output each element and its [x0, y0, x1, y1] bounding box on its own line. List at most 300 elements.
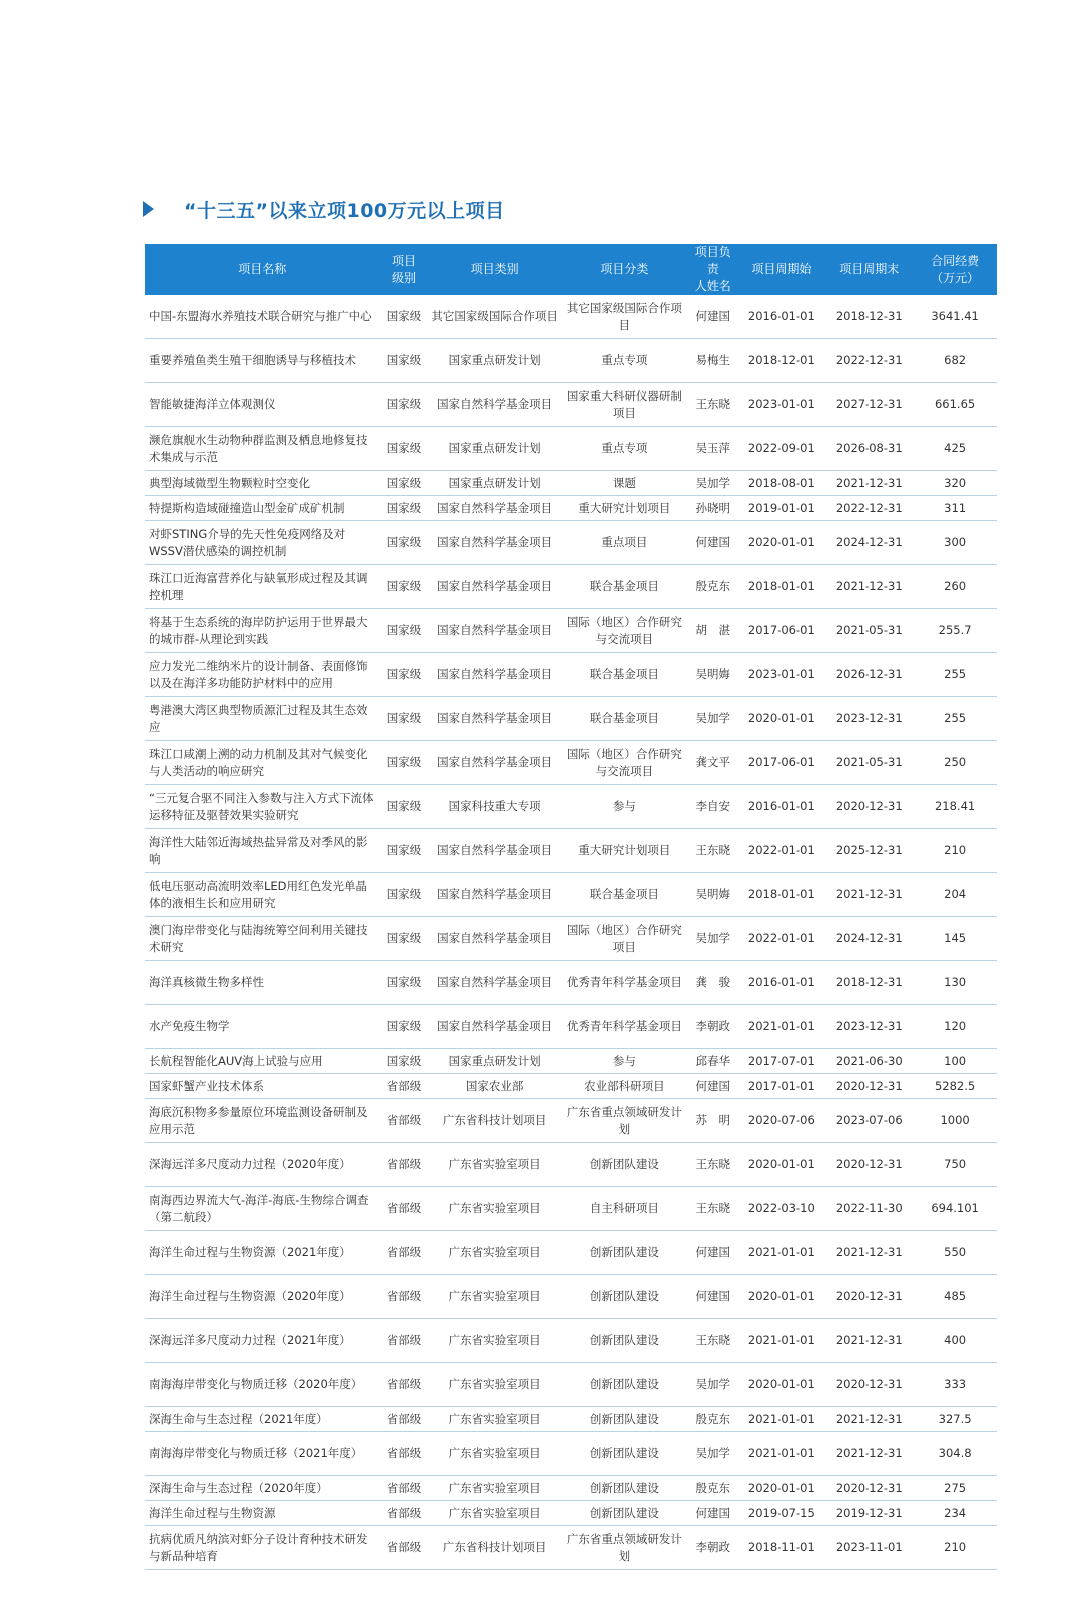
- cell-end-date: 2024-12-31: [825, 917, 913, 961]
- cell-start-date: 2022-03-10: [737, 1187, 825, 1231]
- table-row: [145, 565, 997, 609]
- cell-end-date: 2021-12-31: [825, 873, 913, 917]
- cell-category: 国家自然科学基金项目: [429, 521, 561, 565]
- cell-end-date: 2024-12-31: [825, 521, 913, 565]
- cell-leader: 吴加学: [688, 1432, 737, 1476]
- cell-category: 国家农业部: [429, 1074, 561, 1099]
- cell-start-date: 2023-01-01: [737, 653, 825, 697]
- cell-funding: 682: [913, 339, 997, 383]
- table-row: [145, 1099, 997, 1143]
- cell-end-date: 2018-12-31: [825, 295, 913, 339]
- cell-project-name: 智能敏捷海洋立体观测仪: [145, 383, 379, 427]
- cell-leader: 胡 湛: [688, 609, 737, 653]
- table-row: [145, 1143, 997, 1187]
- cell-funding: 210: [913, 829, 997, 873]
- cell-start-date: 2021-01-01: [737, 1005, 825, 1049]
- column-header: 项目名称: [145, 244, 379, 295]
- cell-leader: 邱春华: [688, 1049, 737, 1074]
- cell-category: 广东省实验室项目: [429, 1432, 561, 1476]
- cell-project-name: 应力发光二维纳米片的设计制备、表面修饰以及在海洋多功能防护材料中的应用: [145, 653, 379, 697]
- table-row: [145, 521, 997, 565]
- cell-level: 国家级: [379, 653, 428, 697]
- cell-start-date: 2020-01-01: [737, 1143, 825, 1187]
- cell-end-date: 2021-12-31: [825, 1319, 913, 1363]
- cell-level: 省部级: [379, 1074, 428, 1099]
- cell-leader: 易梅生: [688, 339, 737, 383]
- cell-level: 省部级: [379, 1476, 428, 1501]
- cell-end-date: 2020-12-31: [825, 1476, 913, 1501]
- triangle-bullet-icon: [143, 201, 154, 217]
- cell-funding: 145: [913, 917, 997, 961]
- cell-classification: 创新团队建设: [561, 1501, 689, 1526]
- cell-start-date: 2016-01-01: [737, 961, 825, 1005]
- cell-leader: 殷克东: [688, 1407, 737, 1432]
- cell-category: 其它国家级国际合作项目: [429, 295, 561, 339]
- cell-end-date: 2021-12-31: [825, 1407, 913, 1432]
- cell-category: 国家自然科学基金项目: [429, 741, 561, 785]
- cell-category: 广东省实验室项目: [429, 1231, 561, 1275]
- cell-category: 国家自然科学基金项目: [429, 697, 561, 741]
- cell-project-name: 海洋性大陆邻近海域热盐异常及对季风的影响: [145, 829, 379, 873]
- cell-category: 广东省科技计划项目: [429, 1526, 561, 1570]
- cell-level: 国家级: [379, 383, 428, 427]
- cell-project-name: 濒危旗舰水生动物种群监测及栖息地修复技术集成与示范: [145, 427, 379, 471]
- table-row: [145, 1363, 997, 1407]
- cell-project-name: 海洋生命过程与生物资源（2021年度）: [145, 1231, 379, 1275]
- cell-category: 国家自然科学基金项目: [429, 609, 561, 653]
- cell-start-date: 2021-01-01: [737, 1407, 825, 1432]
- table-row: [145, 741, 997, 785]
- cell-end-date: 2023-07-06: [825, 1099, 913, 1143]
- cell-level: 省部级: [379, 1526, 428, 1570]
- cell-start-date: 2022-01-01: [737, 829, 825, 873]
- cell-classification: 联合基金项目: [561, 697, 689, 741]
- cell-project-name: 珠江口近海富营养化与缺氧形成过程及其调控机理: [145, 565, 379, 609]
- cell-leader: 何建国: [688, 1074, 737, 1099]
- cell-leader: 吴加学: [688, 917, 737, 961]
- cell-end-date: 2020-12-31: [825, 1363, 913, 1407]
- cell-leader: 何建国: [688, 1275, 737, 1319]
- cell-level: 国家级: [379, 961, 428, 1005]
- cell-category: 国家自然科学基金项目: [429, 565, 561, 609]
- table-row: [145, 1501, 997, 1526]
- cell-start-date: 2018-08-01: [737, 471, 825, 496]
- cell-leader: 何建国: [688, 295, 737, 339]
- table-row: [145, 653, 997, 697]
- cell-start-date: 2018-01-01: [737, 565, 825, 609]
- cell-funding: 320: [913, 471, 997, 496]
- cell-leader: 李朝政: [688, 1005, 737, 1049]
- cell-start-date: 2020-01-01: [737, 697, 825, 741]
- cell-start-date: 2022-09-01: [737, 427, 825, 471]
- cell-classification: 国家重大科研仪器研制项目: [561, 383, 689, 427]
- cell-leader: 吴明娒: [688, 653, 737, 697]
- projects-table: [145, 244, 997, 1570]
- cell-level: 省部级: [379, 1187, 428, 1231]
- cell-project-name: 国家虾蟹产业技术体系: [145, 1074, 379, 1099]
- cell-project-name: 中国-东盟海水养殖技术联合研究与推广中心: [145, 295, 379, 339]
- cell-project-name: 水产免疫生物学: [145, 1005, 379, 1049]
- cell-funding: 485: [913, 1275, 997, 1319]
- cell-funding: 400: [913, 1319, 997, 1363]
- cell-funding: 1000: [913, 1099, 997, 1143]
- cell-end-date: 2021-12-31: [825, 565, 913, 609]
- table-row: [145, 1476, 997, 1501]
- table-row: [145, 1074, 997, 1099]
- cell-level: 省部级: [379, 1407, 428, 1432]
- cell-start-date: 2022-01-01: [737, 917, 825, 961]
- cell-classification: 重大研究计划项目: [561, 496, 689, 521]
- cell-project-name: 海底沉积物多参量原位环境监测设备研制及应用示范: [145, 1099, 379, 1143]
- table-row: [145, 496, 997, 521]
- cell-project-name: 深海远洋多尺度动力过程（2020年度）: [145, 1143, 379, 1187]
- table-row: [145, 697, 997, 741]
- cell-funding: 750: [913, 1143, 997, 1187]
- table-header-row: [145, 244, 997, 295]
- cell-project-name: “三元复合驱不同注入参数与注入方式下流体运移特征及驱替效果实验研究: [145, 785, 379, 829]
- cell-classification: 创新团队建设: [561, 1407, 689, 1432]
- cell-end-date: 2021-12-31: [825, 1432, 913, 1476]
- cell-classification: 创新团队建设: [561, 1143, 689, 1187]
- cell-funding: 130: [913, 961, 997, 1005]
- cell-classification: 联合基金项目: [561, 873, 689, 917]
- cell-category: 广东省实验室项目: [429, 1501, 561, 1526]
- cell-project-name: 南海海岸带变化与物质迁移（2021年度）: [145, 1432, 379, 1476]
- cell-leader: 何建国: [688, 521, 737, 565]
- cell-project-name: 澳门海岸带变化与陆海统筹空间利用关键技术研究: [145, 917, 379, 961]
- cell-level: 国家级: [379, 697, 428, 741]
- cell-end-date: 2023-12-31: [825, 1005, 913, 1049]
- cell-leader: 殷克东: [688, 1476, 737, 1501]
- cell-end-date: 2018-12-31: [825, 961, 913, 1005]
- cell-level: 国家级: [379, 1005, 428, 1049]
- cell-project-name: 将基于生态系统的海岸防护运用于世界最大的城市群-从理论到实践: [145, 609, 379, 653]
- cell-funding: 425: [913, 427, 997, 471]
- cell-start-date: 2019-01-01: [737, 496, 825, 521]
- table-row: [145, 1319, 997, 1363]
- cell-funding: 255: [913, 653, 997, 697]
- cell-funding: 300: [913, 521, 997, 565]
- cell-category: 国家自然科学基金项目: [429, 873, 561, 917]
- column-header: 项目周期末: [825, 244, 913, 295]
- cell-project-name: 深海生命与生态过程（2020年度）: [145, 1476, 379, 1501]
- cell-level: 国家级: [379, 295, 428, 339]
- cell-category: 广东省科技计划项目: [429, 1099, 561, 1143]
- table-row: [145, 471, 997, 496]
- cell-start-date: 2021-01-01: [737, 1319, 825, 1363]
- cell-leader: 吴加学: [688, 697, 737, 741]
- table-row: [145, 1432, 997, 1476]
- cell-leader: 王东晓: [688, 829, 737, 873]
- cell-classification: 国际（地区）合作研究项目: [561, 917, 689, 961]
- table-row: [145, 1187, 997, 1231]
- cell-funding: 218.41: [913, 785, 997, 829]
- column-header: 项目负责 人姓名: [688, 244, 737, 295]
- cell-leader: 李自安: [688, 785, 737, 829]
- cell-start-date: 2016-01-01: [737, 785, 825, 829]
- cell-project-name: 特提斯构造域碰撞造山型金矿成矿机制: [145, 496, 379, 521]
- table-row: [145, 829, 997, 873]
- cell-leader: 王东晓: [688, 1319, 737, 1363]
- cell-level: 省部级: [379, 1099, 428, 1143]
- cell-leader: 王东晓: [688, 1187, 737, 1231]
- cell-funding: 550: [913, 1231, 997, 1275]
- cell-end-date: 2021-05-31: [825, 609, 913, 653]
- cell-end-date: 2020-12-31: [825, 1275, 913, 1319]
- cell-classification: 重点专项: [561, 427, 689, 471]
- cell-end-date: 2026-08-31: [825, 427, 913, 471]
- cell-start-date: 2020-01-01: [737, 1476, 825, 1501]
- cell-classification: 参与: [561, 1049, 689, 1074]
- table-row: [145, 1005, 997, 1049]
- cell-end-date: 2020-12-31: [825, 1143, 913, 1187]
- cell-classification: 创新团队建设: [561, 1476, 689, 1501]
- cell-leader: 吴加学: [688, 471, 737, 496]
- cell-start-date: 2017-07-01: [737, 1049, 825, 1074]
- cell-funding: 255.7: [913, 609, 997, 653]
- cell-funding: 311: [913, 496, 997, 521]
- cell-funding: 661.65: [913, 383, 997, 427]
- cell-level: 省部级: [379, 1501, 428, 1526]
- table-row: [145, 1526, 997, 1570]
- cell-funding: 275: [913, 1476, 997, 1501]
- cell-classification: 联合基金项目: [561, 653, 689, 697]
- cell-level: 国家级: [379, 427, 428, 471]
- cell-category: 国家自然科学基金项目: [429, 961, 561, 1005]
- table-row: [145, 961, 997, 1005]
- table-row: [145, 609, 997, 653]
- cell-category: 国家重点研发计划: [429, 1049, 561, 1074]
- cell-end-date: 2022-12-31: [825, 496, 913, 521]
- cell-funding: 260: [913, 565, 997, 609]
- cell-leader: 何建国: [688, 1231, 737, 1275]
- table-row: [145, 1407, 997, 1432]
- cell-level: 国家级: [379, 741, 428, 785]
- cell-end-date: 2020-12-31: [825, 785, 913, 829]
- cell-end-date: 2023-12-31: [825, 697, 913, 741]
- table-row: [145, 1275, 997, 1319]
- cell-project-name: 南海海岸带变化与物质迁移（2020年度）: [145, 1363, 379, 1407]
- cell-start-date: 2019-07-15: [737, 1501, 825, 1526]
- table-row: [145, 917, 997, 961]
- cell-project-name: 低电压驱动高流明效率LED用红色发光单晶体的液相生长和应用研究: [145, 873, 379, 917]
- cell-level: 国家级: [379, 339, 428, 383]
- cell-start-date: 2018-11-01: [737, 1526, 825, 1570]
- cell-category: 国家自然科学基金项目: [429, 383, 561, 427]
- cell-category: 国家自然科学基金项目: [429, 653, 561, 697]
- cell-classification: 创新团队建设: [561, 1363, 689, 1407]
- cell-category: 国家自然科学基金项目: [429, 496, 561, 521]
- cell-classification: 创新团队建设: [561, 1432, 689, 1476]
- cell-category: 国家科技重大专项: [429, 785, 561, 829]
- table-row: [145, 1049, 997, 1074]
- cell-classification: 自主科研项目: [561, 1187, 689, 1231]
- cell-end-date: 2019-12-31: [825, 1501, 913, 1526]
- cell-project-name: 重要养殖鱼类生殖干细胞诱导与移植技术: [145, 339, 379, 383]
- cell-leader: 李朝政: [688, 1526, 737, 1570]
- cell-funding: 333: [913, 1363, 997, 1407]
- table-row: [145, 1231, 997, 1275]
- cell-classification: 课题: [561, 471, 689, 496]
- cell-category: 广东省实验室项目: [429, 1275, 561, 1319]
- cell-level: 国家级: [379, 521, 428, 565]
- cell-end-date: 2026-12-31: [825, 653, 913, 697]
- cell-leader: 吴明娒: [688, 873, 737, 917]
- cell-project-name: 南海西边界流大气-海洋-海底-生物综合调查（第二航段）: [145, 1187, 379, 1231]
- cell-category: 国家重点研发计划: [429, 471, 561, 496]
- cell-funding: 304.8: [913, 1432, 997, 1476]
- cell-classification: 广东省重点领域研发计划: [561, 1526, 689, 1570]
- cell-category: 国家重点研发计划: [429, 427, 561, 471]
- section-heading: [143, 192, 505, 226]
- cell-funding: 100: [913, 1049, 997, 1074]
- cell-end-date: 2021-05-31: [825, 741, 913, 785]
- cell-end-date: 2025-12-31: [825, 829, 913, 873]
- cell-classification: 重点专项: [561, 339, 689, 383]
- cell-classification: 创新团队建设: [561, 1319, 689, 1363]
- cell-end-date: 2022-11-30: [825, 1187, 913, 1231]
- cell-project-name: 抗病优质凡纳滨对虾分子设计育种技术研发与新品种培育: [145, 1526, 379, 1570]
- cell-category: 广东省实验室项目: [429, 1363, 561, 1407]
- cell-level: 省部级: [379, 1432, 428, 1476]
- cell-classification: 创新团队建设: [561, 1275, 689, 1319]
- cell-level: 国家级: [379, 565, 428, 609]
- cell-start-date: 2020-01-01: [737, 1363, 825, 1407]
- cell-project-name: 粤港澳大湾区典型物质源汇过程及其生态效应: [145, 697, 379, 741]
- cell-funding: 3641.41: [913, 295, 997, 339]
- cell-classification: 优秀青年科学基金项目: [561, 961, 689, 1005]
- cell-level: 国家级: [379, 873, 428, 917]
- cell-leader: 殷克东: [688, 565, 737, 609]
- cell-category: 广东省实验室项目: [429, 1319, 561, 1363]
- cell-end-date: 2022-12-31: [825, 339, 913, 383]
- cell-funding: 255: [913, 697, 997, 741]
- cell-end-date: 2023-11-01: [825, 1526, 913, 1570]
- cell-end-date: 2021-12-31: [825, 471, 913, 496]
- cell-leader: 吴玉萍: [688, 427, 737, 471]
- cell-classification: 创新团队建设: [561, 1231, 689, 1275]
- cell-end-date: 2027-12-31: [825, 383, 913, 427]
- cell-classification: 其它国家级国际合作项目: [561, 295, 689, 339]
- cell-level: 省部级: [379, 1275, 428, 1319]
- cell-category: 广东省实验室项目: [429, 1187, 561, 1231]
- cell-start-date: 2020-01-01: [737, 521, 825, 565]
- cell-start-date: 2016-01-01: [737, 295, 825, 339]
- cell-category: 广东省实验室项目: [429, 1407, 561, 1432]
- cell-funding: 5282.5: [913, 1074, 997, 1099]
- cell-end-date: 2020-12-31: [825, 1074, 913, 1099]
- cell-project-name: 深海生命与生态过程（2021年度）: [145, 1407, 379, 1432]
- cell-classification: 优秀青年科学基金项目: [561, 1005, 689, 1049]
- cell-level: 省部级: [379, 1319, 428, 1363]
- cell-leader: 龚 骏: [688, 961, 737, 1005]
- cell-leader: 孙晓明: [688, 496, 737, 521]
- cell-funding: 204: [913, 873, 997, 917]
- cell-category: 国家自然科学基金项目: [429, 1005, 561, 1049]
- cell-category: 国家自然科学基金项目: [429, 829, 561, 873]
- column-header: 合同经费 （万元）: [913, 244, 997, 295]
- table-row: [145, 785, 997, 829]
- cell-end-date: 2021-12-31: [825, 1231, 913, 1275]
- column-header: 项目类别: [429, 244, 561, 295]
- cell-classification: 参与: [561, 785, 689, 829]
- table-row: [145, 295, 997, 339]
- cell-project-name: 对虾STING介导的先天性免疫网络及对WSSV潜伏感染的调控机制: [145, 521, 379, 565]
- cell-leader: 何建国: [688, 1501, 737, 1526]
- cell-start-date: 2017-06-01: [737, 609, 825, 653]
- cell-start-date: 2017-06-01: [737, 741, 825, 785]
- column-header: 项目分类: [561, 244, 689, 295]
- cell-classification: 国际（地区）合作研究与交流项目: [561, 741, 689, 785]
- cell-category: 国家自然科学基金项目: [429, 917, 561, 961]
- cell-leader: 苏 明: [688, 1099, 737, 1143]
- cell-level: 国家级: [379, 829, 428, 873]
- cell-start-date: 2017-01-01: [737, 1074, 825, 1099]
- cell-leader: 王东晓: [688, 383, 737, 427]
- cell-start-date: 2018-01-01: [737, 873, 825, 917]
- cell-classification: 国际（地区）合作研究与交流项目: [561, 609, 689, 653]
- cell-category: 广东省实验室项目: [429, 1476, 561, 1501]
- table-row: [145, 427, 997, 471]
- column-header: 项目 级别: [379, 244, 428, 295]
- cell-project-name: 海洋生命过程与生物资源（2020年度）: [145, 1275, 379, 1319]
- cell-category: 国家重点研发计划: [429, 339, 561, 383]
- cell-level: 国家级: [379, 1049, 428, 1074]
- cell-category: 广东省实验室项目: [429, 1143, 561, 1187]
- cell-level: 省部级: [379, 1231, 428, 1275]
- cell-level: 国家级: [379, 471, 428, 496]
- cell-classification: 广东省重点领域研发计划: [561, 1099, 689, 1143]
- cell-leader: 王东晓: [688, 1143, 737, 1187]
- cell-funding: 234: [913, 1501, 997, 1526]
- cell-project-name: 深海远洋多尺度动力过程（2021年度）: [145, 1319, 379, 1363]
- cell-start-date: 2020-01-01: [737, 1275, 825, 1319]
- cell-leader: 龚文平: [688, 741, 737, 785]
- cell-end-date: 2021-06-30: [825, 1049, 913, 1074]
- cell-start-date: 2018-12-01: [737, 339, 825, 383]
- section-title: “十三五”以来立项100万元以上项目: [184, 199, 505, 222]
- cell-level: 国家级: [379, 496, 428, 521]
- cell-funding: 694.101: [913, 1187, 997, 1231]
- cell-classification: 农业部科研项目: [561, 1074, 689, 1099]
- table-row: [145, 339, 997, 383]
- cell-project-name: 长航程智能化AUV海上试验与应用: [145, 1049, 379, 1074]
- cell-start-date: 2020-07-06: [737, 1099, 825, 1143]
- cell-funding: 250: [913, 741, 997, 785]
- cell-level: 国家级: [379, 785, 428, 829]
- cell-start-date: 2023-01-01: [737, 383, 825, 427]
- cell-project-name: 海洋真核微生物多样性: [145, 961, 379, 1005]
- cell-classification: 重大研究计划项目: [561, 829, 689, 873]
- table-row: [145, 873, 997, 917]
- cell-classification: 重点项目: [561, 521, 689, 565]
- cell-classification: 联合基金项目: [561, 565, 689, 609]
- column-header: 项目周期始: [737, 244, 825, 295]
- cell-project-name: 海洋生命过程与生物资源: [145, 1501, 379, 1526]
- cell-level: 国家级: [379, 609, 428, 653]
- cell-funding: 120: [913, 1005, 997, 1049]
- cell-level: 省部级: [379, 1363, 428, 1407]
- table-row: [145, 383, 997, 427]
- cell-funding: 210: [913, 1526, 997, 1570]
- cell-level: 省部级: [379, 1143, 428, 1187]
- cell-leader: 吴加学: [688, 1363, 737, 1407]
- cell-project-name: 珠江口咸潮上溯的动力机制及其对气候变化与人类活动的响应研究: [145, 741, 379, 785]
- cell-start-date: 2021-01-01: [737, 1432, 825, 1476]
- cell-funding: 327.5: [913, 1407, 997, 1432]
- cell-project-name: 典型海域微型生物颗粒时空变化: [145, 471, 379, 496]
- cell-start-date: 2021-01-01: [737, 1231, 825, 1275]
